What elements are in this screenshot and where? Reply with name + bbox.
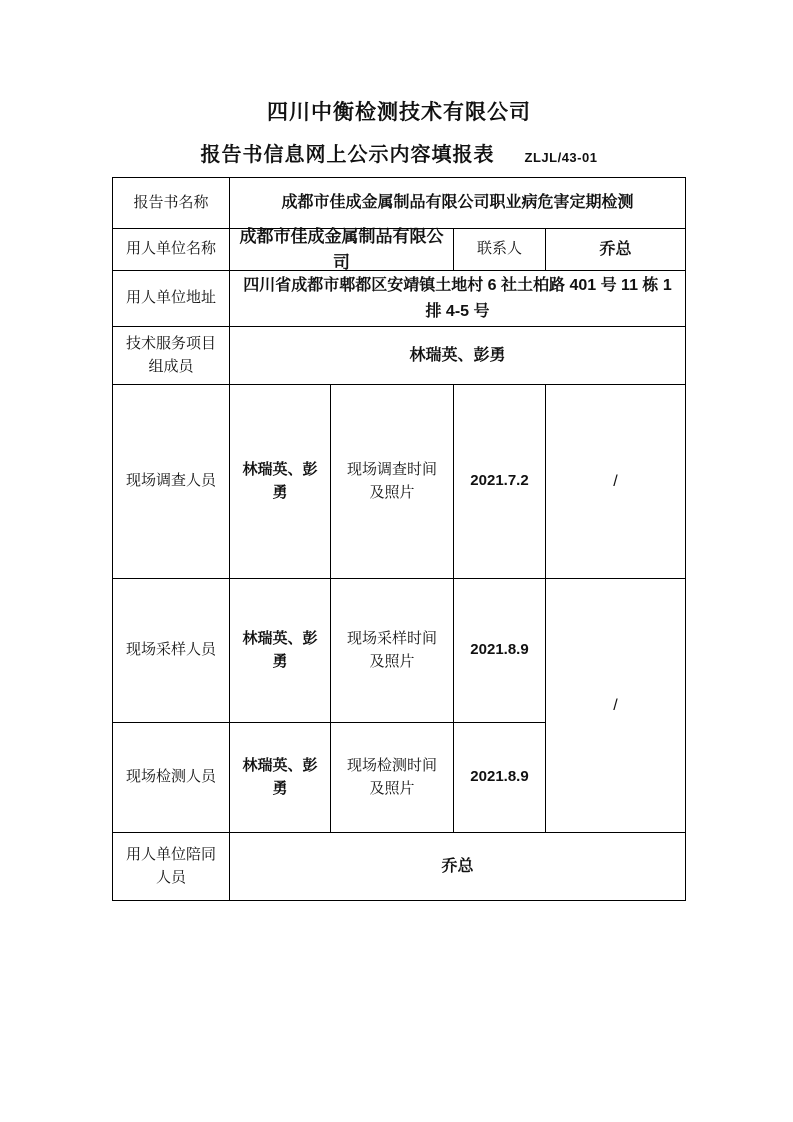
investigation-personnel-label: 现场调查人员: [113, 385, 230, 579]
doc-code: ZLJL/43-01: [524, 149, 598, 165]
contact-label: 联系人: [454, 229, 546, 271]
detection-date: 2021.8.9: [454, 723, 546, 833]
team-label: 技术服务项目组成员: [113, 327, 230, 385]
form-title: 报告书信息网上公示内容填报表: [200, 144, 495, 167]
investigation-photo-placeholder: /: [546, 385, 686, 579]
detection-personnel-names: 林瑞英、彭勇: [230, 723, 331, 833]
sampling-time-label: 现场采样时间及照片: [331, 579, 454, 723]
form-table: [112, 177, 686, 901]
sampling-date: 2021.8.9: [454, 579, 546, 723]
sampling-detection-photo-placeholder: /: [546, 579, 686, 833]
report-name-value: 成都市佳成金属制品有限公司职业病危害定期检测: [230, 178, 686, 229]
form-title-row: [112, 143, 686, 167]
detection-personnel-label: 现场检测人员: [113, 723, 230, 833]
report-name-label: 报告书名称: [113, 178, 230, 229]
investigation-personnel-names: 林瑞英、彭勇: [230, 385, 331, 579]
employer-address-value: 四川省成都市郫都区安靖镇土地村 6 社土柏路 401 号 11 栋 1 排 4-5 号: [230, 271, 686, 327]
company-title: 四川中衡检测技术有限公司: [267, 101, 531, 124]
team-value: 林瑞英、彭勇: [230, 327, 686, 385]
document-content: [112, 100, 686, 901]
contact-value: 乔总: [546, 229, 686, 271]
employer-address-label: 用人单位地址: [113, 271, 230, 327]
investigation-time-label: 现场调查时间及照片: [331, 385, 454, 579]
employer-name-label: 用人单位名称: [113, 229, 230, 271]
escort-label: 用人单位陪同人员: [113, 833, 230, 901]
sampling-personnel-names: 林瑞英、彭勇: [230, 579, 331, 723]
employer-name-value: 成都市佳成金属制品有限公司: [230, 229, 454, 271]
escort-value: 乔总: [230, 833, 686, 901]
sampling-personnel-label: 现场采样人员: [113, 579, 230, 723]
investigation-date: 2021.7.2: [454, 385, 546, 579]
detection-time-label: 现场检测时间及照片: [331, 723, 454, 833]
